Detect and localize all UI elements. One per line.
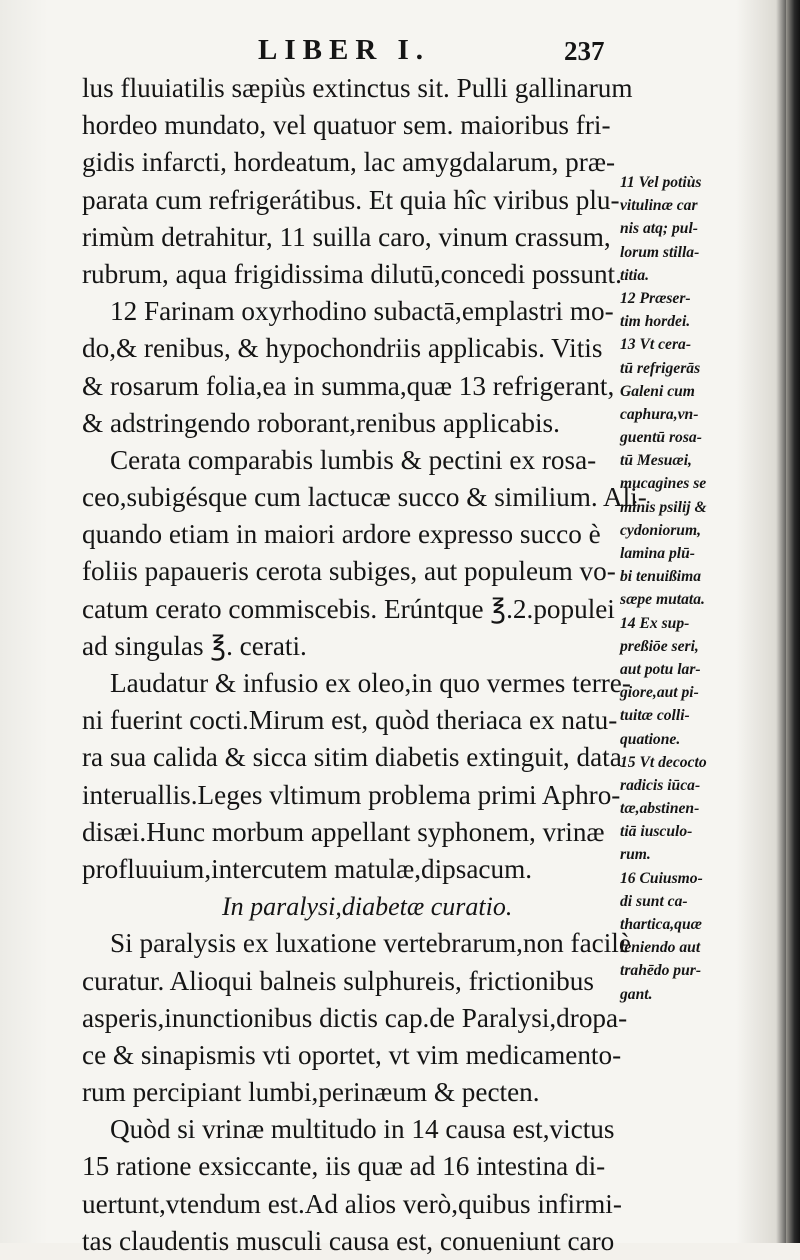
margin-note-line: 14 Ex sup- xyxy=(620,614,690,632)
margin-note-line: radicis iūca- xyxy=(620,776,701,794)
margin-note-line: aut potu lar- xyxy=(620,660,701,678)
text-line: tas claudentis musculi causa est, conueniunt caro xyxy=(82,1225,615,1256)
text-line: Laudatur & infusio ex oleo,in quo vermes terre- xyxy=(110,668,631,698)
text-line: disæi.Hunc morbum appellant syphonem, vrinæ xyxy=(82,816,605,847)
main-text-column xyxy=(82,70,647,1260)
text-line: & rosarum folia,ea in summa,quæ 13 refrigerant, xyxy=(82,370,615,401)
text-line: profluuium,intercutem matulæ,dipsacum. xyxy=(82,853,533,884)
marginal-notes xyxy=(620,171,790,1006)
text-line: Quòd si vrinæ multitudo in 14 causa est,victus xyxy=(110,1114,615,1145)
margin-note-line: trahēdo pur- xyxy=(620,962,702,980)
margin-note-line: 13 Vt cera- xyxy=(620,336,692,354)
section-heading: In paralysi,diabetæ curatio. xyxy=(222,892,513,922)
text-line: uertunt,vtendum est.Ad alios verò,quibus infirmi- xyxy=(82,1188,622,1219)
text-line: do,& renibus, & hypochondriis applicabis. Vitis xyxy=(82,333,603,364)
text-line: hordeo mundato, vel quatuor sem. maioribus fri- xyxy=(82,110,611,141)
margin-note-line: 11 Vel potiùs xyxy=(620,174,702,191)
margin-note-line: sæpe mutata. xyxy=(620,591,705,609)
text-line: 12 Farinam oxyrhodino subactā,emplastri mo- xyxy=(110,296,614,327)
margin-note-line: leniendo aut xyxy=(620,939,701,957)
text-line: ad singulas ℥. cerati. xyxy=(82,630,307,661)
margin-note-line: titia. xyxy=(620,266,650,284)
text-line: Si paralysis ex luxatione vertebrarum,non facilè xyxy=(110,928,631,959)
text-line: parata cum refrigerátibus. Et quia hîc viribus plu- xyxy=(82,184,620,215)
margin-note-line: vitulinæ car xyxy=(620,197,698,215)
running-title: LIBER I. xyxy=(258,34,431,66)
margin-note-line: lamina plū- xyxy=(620,545,695,562)
text-line: & adstringendo roborant,renibus applicabis. xyxy=(82,407,560,438)
text-line: 15 ratione exsiccante, iis quæ ad 16 intestina di- xyxy=(82,1151,606,1182)
margin-note-line: 16 Cuiusmo- xyxy=(620,869,703,887)
margin-note-line: Galeni cum xyxy=(620,382,695,400)
margin-note-line: quatione. xyxy=(620,730,681,748)
margin-note-line: rum. xyxy=(620,846,651,864)
margin-note-line: di sunt ca- xyxy=(620,892,688,910)
text-line: ni fuerint cocti.Mirum est, quòd theriaca ex natu- xyxy=(82,705,618,736)
text-line: ce & sinapismis vti oportet, vt vim medicamento- xyxy=(82,1039,622,1070)
margin-note-line: tū refrigerās xyxy=(620,359,701,377)
margin-note-line: bi tenuißima xyxy=(620,568,702,586)
margin-note-line: gant. xyxy=(620,985,653,1003)
text-line: asperis,inunctionibus dictis cap.de Paralysi,dropa- xyxy=(82,1002,628,1033)
margin-note-line: mucagines se xyxy=(620,475,707,493)
text-line: rum percipiant lumbi,perinæum & pecten. xyxy=(82,1077,540,1108)
margin-note-line: tæ,abstinen- xyxy=(620,800,700,818)
text-line: interuallis.Leges vltimum problema primi Aphro- xyxy=(82,779,621,810)
margin-note-line: cydoniorum, xyxy=(620,521,702,539)
margin-note-line: caphura,vn- xyxy=(620,405,699,423)
margin-note-line: guentū rosa- xyxy=(620,429,702,447)
margin-note-line: tiā iusculo- xyxy=(620,823,693,841)
margin-note-line: thartica,quæ xyxy=(620,916,702,933)
margin-note-line: tuitæ colli- xyxy=(620,707,690,725)
margin-note-line: tū Mesuæi, xyxy=(620,452,692,470)
margin-note-line: giore,aut pi- xyxy=(620,684,699,702)
margin-note-line: 15 Vt decocto xyxy=(620,753,707,771)
text-line: gidis infarcti, hordeatum, lac amygdalarum, præ- xyxy=(82,147,616,178)
text-line: ceo,subigésque cum lactucæ succo & similium. Ali- xyxy=(82,482,647,513)
margin-note-line: tim hordei. xyxy=(620,313,691,331)
margin-note-line: 12 Præser- xyxy=(620,289,691,307)
text-line: rimùm detrahitur, 11 suilla caro, vinum crassum, xyxy=(82,221,611,252)
page-number: 237 xyxy=(564,36,605,66)
text-line: quando etiam in maiori ardore expresso succo è xyxy=(82,519,601,550)
margin-note-line: nis atq; pul- xyxy=(620,220,698,238)
margin-note-line: minis psilij & xyxy=(620,498,707,516)
text-line: lus fluuiatilis sæpiùs extinctus sit. Pulli gallinarum xyxy=(82,73,633,103)
text-line: catum cerato commiscebis. Erúntque ℥.2.populei xyxy=(82,593,615,624)
text-line: rubrum, aqua frigidissima dilutū,concedi possunt. xyxy=(82,258,622,289)
page-header xyxy=(0,34,800,74)
margin-note-line: preßiōe seri, xyxy=(620,637,699,655)
text-line: foliis papaueris cerota subiges, aut populeum vo- xyxy=(82,556,616,587)
margin-note-line: lorum stilla- xyxy=(620,243,700,261)
text-line: curatur. Alioqui balneis sulphureis, frictionibus xyxy=(82,965,594,996)
text-line: Cerata comparabis lumbis & pectini ex rosa- xyxy=(110,444,597,475)
text-line: ra sua calida & sicca sitim diabetis extinguit, data xyxy=(82,742,622,773)
